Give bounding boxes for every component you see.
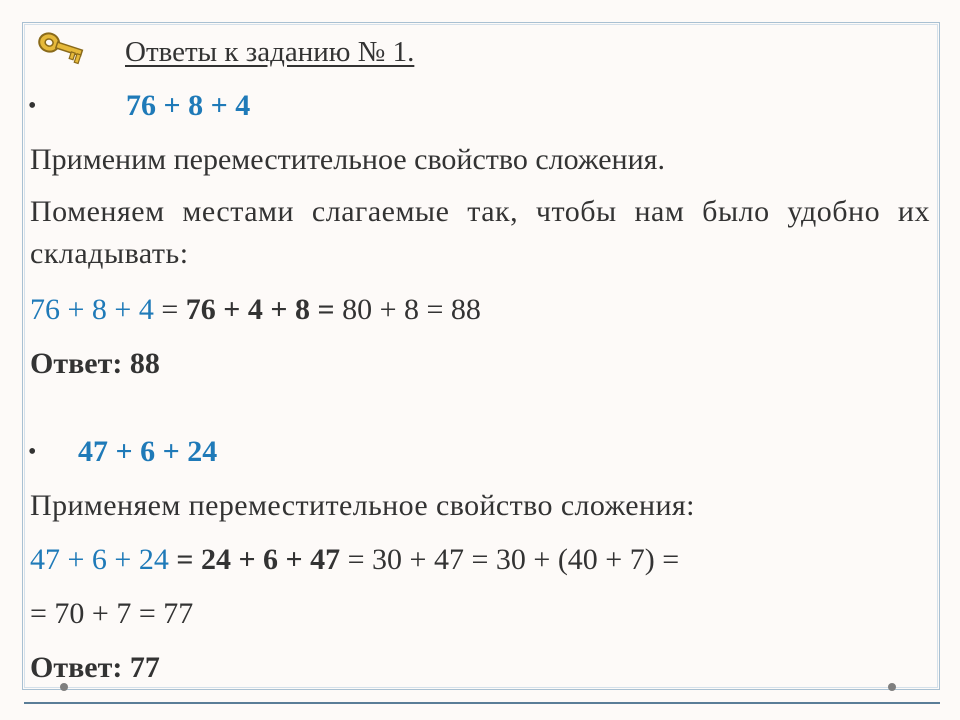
task1-answer: Ответ: 88 (30, 347, 160, 380)
task1-expression: 76 + 8 + 4 (126, 89, 251, 122)
task2-expression: 47 + 6 + 24 (78, 435, 218, 468)
task1-solution-rearranged: 76 + 4 + 8 = (185, 293, 335, 326)
task1-solution-original: 76 + 8 + 4 (30, 293, 154, 326)
task1-solution-result: 80 + 8 = 88 (334, 293, 481, 326)
bullet-icon: • (28, 439, 37, 465)
task1-solution (30, 292, 481, 328)
task2-rule: Применяем переместительное свойство сложения: (30, 489, 695, 522)
task2-answer: Ответ: 77 (30, 651, 160, 684)
task1-solution-equals: = (153, 293, 186, 326)
bottom-divider (24, 702, 940, 704)
dot-icon (888, 683, 896, 691)
task2-solution-original: 47 + 6 + 24 (30, 543, 169, 576)
task1-explanation: Поменяем местами слагаемые так, чтобы нам было удобно их складывать: (30, 195, 930, 270)
task2-solution-steps: = 30 + 47 = 30 + (40 + 7) = (340, 543, 680, 576)
task2-solution-rearranged: = 24 + 6 + 47 (168, 543, 341, 576)
bullet-icon: • (28, 93, 37, 119)
task2-solution-line2: = 70 + 7 = 77 (30, 597, 194, 630)
task1-rule: Применим переместительное свойство сложения. (30, 143, 665, 176)
key-icon (34, 28, 84, 74)
task2-solution (30, 542, 679, 578)
page-title: Ответы к заданию № 1. (125, 36, 415, 68)
